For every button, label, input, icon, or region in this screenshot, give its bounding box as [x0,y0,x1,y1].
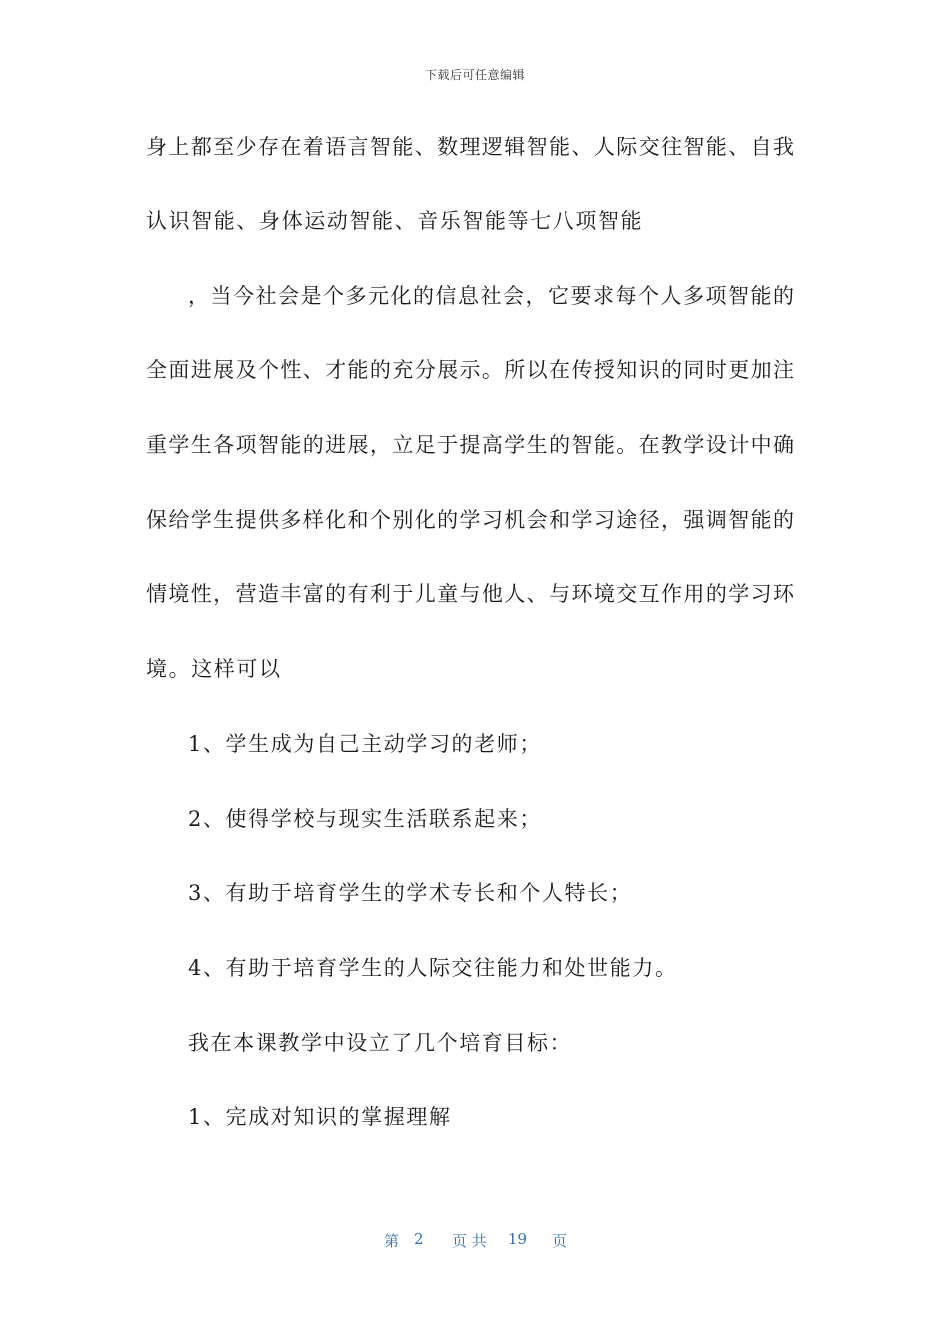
list-item: 1、完成对知识的掌握理解 [188,1105,452,1129]
paragraph-line: ，当今社会是个多元化的信息社会，它要求每个人多项智能的 [188,284,794,308]
paragraph-line: 全面进展及个性、才能的充分展示。所以在传授知识的同时更加注 [146,358,794,382]
footer-total-pages: 19 [508,1230,528,1248]
list-item: 3、有助于培育学生的学术专长和个人特长； [188,881,633,905]
paragraph-line: 保给学生提供多样化和个别化的学习机会和学习途径，强调智能的 [146,508,794,532]
list-item: 2、使得学校与现实生活联系起来； [188,807,542,831]
paragraph-line: 情境性，营造丰富的有利于儿童与他人、与环境交互作用的学习环 [146,582,794,606]
paragraph-line: 认识智能、身体运动智能、音乐智能等七八项智能 [146,209,644,233]
footer-label-page: 第 [384,1232,400,1250]
paragraph-line: 境。这样可以 [146,657,282,681]
paragraph-line: 身上都至少存在着语言智能、数理逻辑智能、人际交往智能、自我 [146,135,794,159]
footer-label-of: 页 共 [452,1232,487,1250]
list-item: 1、学生成为自己主动学习的老师； [188,732,542,756]
footer-label-end: 页 [552,1232,568,1250]
paragraph-line: 我在本课教学中设立了几个培育目标： [188,1031,573,1055]
page-header: 下载后可任意编辑 [424,68,525,82]
paragraph-line: 重学生各项智能的进展，立足于提高学生的智能。在教学设计中确 [146,433,794,457]
footer-current-page: 2 [414,1230,424,1248]
list-item: 4、有助于培育学生的人际交往能力和处世能力。 [188,956,678,980]
